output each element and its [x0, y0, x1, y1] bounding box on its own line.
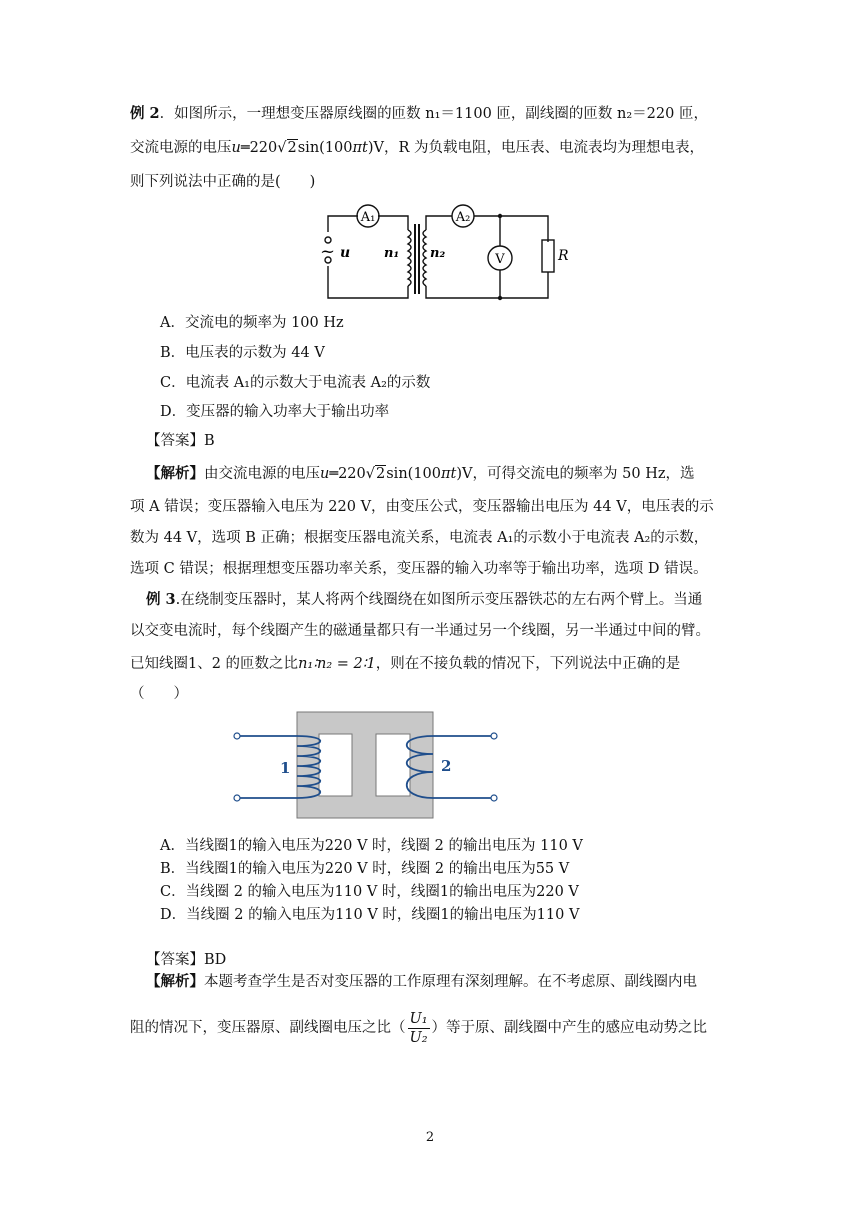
ex3-option-b: B．当线圈1的输入电压为220 V 时，线圈 2 的输出电压为55 V: [160, 861, 570, 877]
ex2-option-d: D．变压器的输入功率大于输出功率: [160, 404, 390, 420]
ex3-line4: （ ）: [130, 686, 188, 702]
junction-dot: [498, 214, 502, 218]
coil2-terminal-top: [491, 733, 497, 739]
ex3-line3: 已知线圈1、2 的匝数之比n₁∶n₂ = 2∶1，则在不接负载的情况下，下列说法中正确的是: [130, 656, 681, 672]
ex2-analysis-line3: 数为 44 V，选项 B 正确；根据变压器电流关系，电流表 A₁的示数小于电流表 A₂的示数，: [130, 530, 709, 546]
secondary-coil: [423, 230, 426, 286]
ex2-answer: 【答案】B: [146, 433, 215, 449]
iron-core: [297, 712, 433, 818]
ex2-line3: 则下列说法中正确的是( ): [130, 174, 316, 190]
voltage-formula-repeat: u═220√2sin(100πt)V: [320, 466, 473, 482]
ac-source-symbol: ~: [320, 241, 336, 262]
ex2-analysis-line2: 项 A 错误；变压器输入电压为 220 V，由变压公式，变压器输出电压为 44 V，电压表的示: [130, 499, 714, 515]
turns-ratio: n₁∶n₂ = 2∶1: [298, 656, 376, 672]
source-voltage-label: u: [340, 245, 351, 261]
primary-wire-top: [328, 216, 358, 232]
voltmeter-label: V: [495, 252, 505, 267]
coil1-terminal-top: [234, 733, 240, 739]
ex2-line2: 交流电源的电压u═220√2sin(100πt)V，R 为负载电阻，电压表、电流表均为理想电表，: [130, 140, 705, 156]
primary-coil: [408, 230, 411, 286]
secondary-turns-label: n₂: [430, 246, 446, 261]
ex2-line1: 例 2．如图所示，一理想变压器原线圈的匝数 n₁＝1100 匝，副线圈的匝数 n₂＝220 匝，: [130, 105, 708, 122]
ammeter-a1-label: A₁: [360, 210, 376, 225]
ex3-option-c: C．当线圈 2 的输入电压为110 V 时，线圈1的输出电压为220 V: [160, 884, 579, 900]
coil2-label: 2: [441, 757, 452, 775]
ex3-line2: 以交变电流时，每个线圈产生的磁通量都只有一半通过另一个线圈，另一半通过中间的臂。: [130, 623, 710, 639]
ex2-option-a: A．交流电的频率为 100 Hz: [160, 315, 344, 331]
ex3-line1: 例 3.在绕制变压器时，某人将两个线圈绕在如图所示变压器铁芯的左右两个臂上。当通: [146, 591, 703, 608]
page-number: 2: [425, 1130, 435, 1145]
ex2-analysis-line4: 选项 C 错误；根据理想变压器功率关系，变压器的输入功率等于输出功率，选项 D 错误。: [130, 561, 708, 577]
resistor-label: R: [558, 248, 569, 264]
resistor-r: [542, 240, 554, 272]
voltage-ratio-fraction: $\frac{\text{U₁}}{\text{U₂}}$: [409, 1010, 428, 1046]
ex2-option-b: B．电压表的示数为 44 V: [160, 345, 325, 361]
ex3-answer: 【答案】BD: [146, 952, 227, 968]
junction-dot: [498, 296, 502, 300]
coil1-label: 1: [280, 759, 291, 777]
ex3-option-a: A．当线圈1的输入电压为220 V 时，线圈 2 的输出电压为 110 V: [160, 838, 583, 854]
ex3-label: 例 3: [146, 591, 176, 608]
coil2-terminal-bottom: [491, 795, 497, 801]
transformer-circuit-diagram: [318, 202, 569, 302]
transformer-core-diagram: [230, 710, 510, 820]
ex3-analysis-line2: 阻的情况下，变压器原、副线圈电压之比（ $\frac{\text{U₁}}{\text{U₂}}$ ）等于原、副线圈中产生的感应电动势之比: [130, 1010, 708, 1046]
voltage-formula: u═220√2sin(100πt)V: [231, 140, 385, 156]
ex2-label: 例 2: [130, 105, 160, 122]
primary-wire-bottom: [328, 266, 408, 298]
ammeter-a2-label: A₂: [455, 210, 471, 225]
coil1-terminal-bottom: [234, 795, 240, 801]
ex3-analysis-line1: 【解析】本题考查学生是否对变压器的工作原理有深刻理解。在不考虑原、副线圈内电: [146, 973, 697, 990]
ex3-option-d: D．当线圈 2 的输入电压为110 V 时，线圈1的输出电压为110 V: [160, 907, 580, 923]
primary-turns-label: n₁: [384, 246, 400, 261]
ex2-option-c: C．电流表 A₁的示数大于电流表 A₂的示数: [160, 375, 431, 391]
ex2-analysis-line1: 【解析】由交流电源的电压u═220√2sin(100πt)V，可得交流电的频率为 50 Hz，选: [146, 465, 695, 482]
